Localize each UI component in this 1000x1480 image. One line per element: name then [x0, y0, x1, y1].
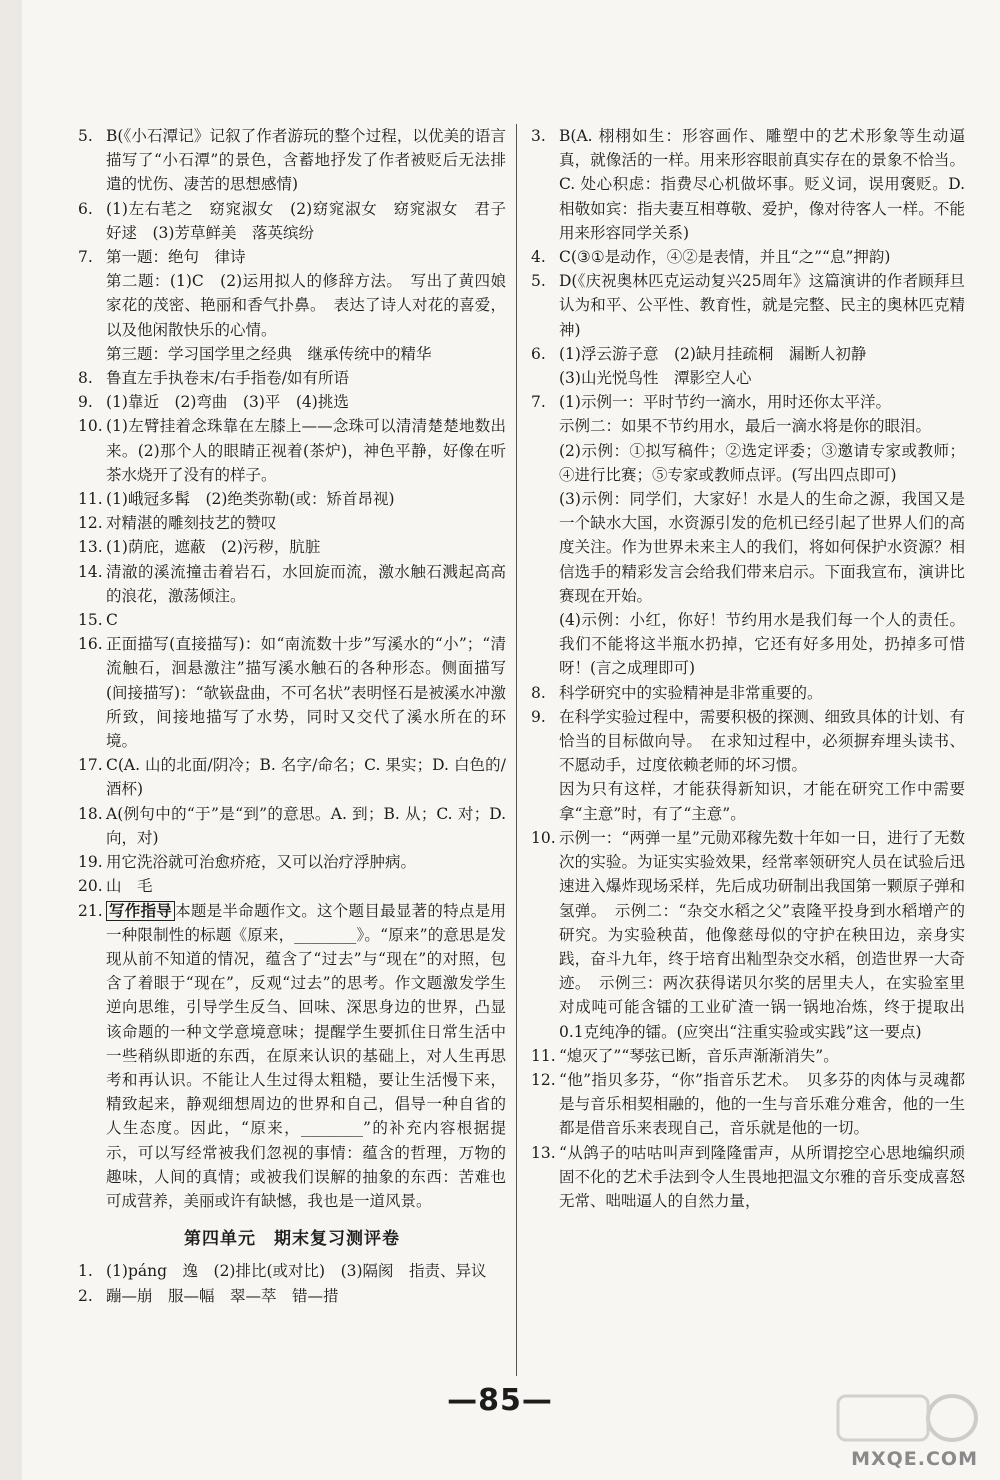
answer-number: 12.: [531, 1070, 556, 1089]
answer-number: 7.: [531, 393, 546, 412]
answer-text: (1)páng 逸 (2)排比(或对比) (3)隔阂 指责、异议: [106, 1262, 487, 1281]
answer-number: 12.: [78, 514, 103, 533]
answer-item: [531, 1141, 965, 1214]
answer-number: 3.: [531, 127, 546, 145]
answer-subpart: 第二题：(1)C (2)运用拟人的修辞方法。 写出了黄四娘家花的茂密、艳丽和香气扑鼻。 表达了诗人对花的喜爱，以及他闲散快乐的心情。: [106, 272, 506, 339]
answer-number: 1.: [78, 1262, 93, 1281]
answer-item: [78, 1284, 506, 1308]
answer-text: D(《庆祝奥林匹克运动复兴25周年》这篇演讲的作者顾拜旦认为和平、公平性、教育性，就是完整、民主的奥林匹克精神): [559, 272, 965, 339]
answer-subpart: (3)山光悦鸟性 潭影空人心: [559, 369, 752, 388]
answer-item: [78, 390, 506, 414]
answer-number: 20.: [78, 877, 103, 896]
answer-item: [78, 487, 506, 511]
answer-text: “他”指贝多芬，“你”指音乐艺术。 贝多芬的肉体与灵魂都是与音乐相契相融的，他的一生与音乐难分难舍，他的一生都是借音乐来表现自己，音乐就是他的一切。: [559, 1070, 965, 1138]
answer-text: (1)示例一：平时节约一滴水，用时还你太平洋。: [559, 393, 891, 412]
answer-number: 7.: [78, 248, 93, 267]
answer-number: 18.: [78, 804, 103, 823]
answer-subpart: 第三题：学习国学里之经典 继承传统中的精华: [106, 344, 432, 363]
answer-item: [531, 681, 965, 705]
answer-item: [531, 826, 965, 1044]
answer-number: 10.: [531, 828, 556, 847]
answer-item: [78, 753, 506, 801]
answer-item: [78, 874, 506, 898]
answer-item: [78, 245, 506, 366]
answer-item: [531, 390, 965, 680]
answer-text: B(《小石潭记》记叙了作者游玩的整个过程，以优美的语言描写了“小石潭”的景色，含蓄地抒发了作者被贬后无法排遣的忧伤、凄苦的思想感情): [106, 127, 506, 194]
answer-text: (1)靠近 (2)弯曲 (3)平 (4)挑选: [106, 393, 349, 412]
answer-item: [78, 1259, 506, 1283]
section-title: 第四单元 期末复习测评卷: [184, 1229, 400, 1250]
answer-text: 示例一：“两弹一星”元勋邓稼先数十年如一日，进行了无数次的实验。为证实实验效果，经常率领研究人员在试验后迅速进入爆炸现场采样，先后成功研制出我国第一颗原子弹和氢弹。 示例二：“杂交水稻之父”袁隆平投身到水稻增产的研究。为实验秧苗，他像慈母似的守护在秧田边，亲身实践，奋斗九年，终于培育出籼型杂交水稻，创造世界一大奇迹。 示例三：两次获得诺贝尔奖的居里夫人，在实验室里对成吨可能含镭的工业矿渣一锅一锅地冶炼，终于提取出0.1克纯净的镭。(应突出“注重实验或实践”这一要点): [559, 828, 965, 1041]
answer-number: 16.: [78, 635, 103, 654]
answer-item: [78, 535, 506, 559]
answer-number: 17.: [78, 756, 103, 775]
answer-item: [78, 366, 506, 390]
answer-number: 5.: [78, 127, 93, 145]
answer-item: [78, 802, 506, 850]
answer-item: [531, 342, 965, 390]
answer-item: [78, 511, 506, 535]
answer-text: 正面描写(直接描写)：如“南流数十步”写溪水的“小”；“清流触石，洄悬激注”描写溪水触石的各种形态。侧面描写(间接描写)：“欹嵚盘曲，不可名状”表明怪石是被溪水冲激所致，间接地描写了水势，同时又交代了溪水所在的环境。: [106, 635, 506, 751]
answer-number: 4.: [531, 248, 546, 267]
answer-subpart: (4)示例：小红，你好！节约用水是我们每一个人的责任。我们不能将这半瓶水扔掉，它还有好多用处，扔掉多可惜呀！(言之成理即可): [559, 611, 965, 678]
answer-number: 19.: [78, 853, 103, 872]
page-number: —85—: [447, 1383, 553, 1418]
column-divider: [516, 124, 517, 1376]
writing-guide-label: 写作指导: [106, 901, 175, 921]
answer-number: 9.: [78, 393, 93, 412]
answer-text: 本题是半命题作文。这个题目最显著的特点是用一种限制性的标题《原来，________》。“原来”的意思是发现从前不知道的情况，蕴含了“过去”与“现在”的对照，包含了着眼于“现在”，反观“过去”的思考。作文题激发学生逆向思维，引导学生反刍、回味、深思身边的世界，凸显该命题的一种文学意境意味；提醒学生要抓住日常生活中一些稍纵即逝的东西，在原来认识的基础上，对人生再思考和再认识。不能让人生过得太粗糙，要让生活慢下来，精致起来，静观细想周边的世界和自己，倡导一种自省的人生态度。因此，“原来，________”的补充内容根据提示，可以写经常被我们忽视的事情：蕴含的哲理，万物的趣味，人间的真情；或被我们误解的抽象的东西：苦难也可成营养，美丽或许有缺憾，我也是一道风景。: [106, 901, 506, 1210]
answer-text: (1)左臂挂着念珠靠在左膝上——念珠可以清清楚楚地数出来。(2)那个人的眼睛正视着(茶炉)，神色平静，好像在听茶水烧开了没有的样子。: [106, 417, 506, 484]
answer-item: [78, 608, 506, 632]
answer-item: [531, 1068, 965, 1141]
answer-item: [531, 124, 965, 245]
answer-text: 清澈的溪流撞击着岩石，水回旋而流，激水触石溅起高高的浪花，激荡倾注。: [106, 562, 506, 605]
answer-text: 鲁直左手执卷末/右手指卷/如有所语: [106, 369, 349, 388]
answer-number: 6.: [78, 199, 93, 218]
answer-item: [78, 124, 506, 197]
answer-number: 11.: [78, 490, 103, 509]
answer-number: 8.: [78, 369, 93, 388]
answer-number: 6.: [531, 344, 546, 363]
answer-number: 13.: [78, 538, 103, 557]
page-edge-shadow: [0, 0, 22, 1480]
answer-number: 15.: [78, 611, 103, 630]
answer-number: 2.: [78, 1286, 93, 1305]
answer-item: [78, 899, 506, 1214]
answer-text: “熄灭了”“琴弦已断，音乐声渐渐消失”。: [559, 1046, 839, 1065]
answer-text: (1)峨冠多髯 (2)绝类弥勒(或：矫首昂视): [106, 490, 395, 509]
answer-item: [78, 414, 506, 487]
answer-number: 9.: [531, 707, 546, 726]
right-column: [531, 124, 965, 1213]
answer-text: A(例句中的“于”是“到”的意思。A. 到；B. 从；C. 对；D. 向，对): [106, 804, 506, 847]
answer-text: 第一题：绝句 律诗: [106, 248, 246, 267]
answer-text: C: [106, 611, 118, 630]
answer-item: [78, 197, 506, 245]
answer-text: C(A. 山的北面/阴冷；B. 名字/命名；C. 果实；D. 白色的/酒杯): [106, 756, 506, 799]
answer-subpart: (2)示例：①拟写稿件；②选定评委；③邀请专家或教师；④进行比赛；⑤专家或教师点评。(写出四点即可): [559, 441, 965, 484]
answer-text: 蹦—崩 服—幅 翠—萃 错—措: [106, 1286, 339, 1305]
answer-number: 5.: [531, 272, 546, 291]
answer-text: (1)浮云游子意 (2)缺月挂疏桐 漏断人初静: [559, 344, 867, 363]
answer-text: C(③①是动作，④②是表情，并且“之”“息”押韵): [559, 248, 891, 267]
answer-subpart: (3)示例：同学们，大家好！水是人的生命之源，我国又是一个缺水大国，水资源引发的危机已经引起了世界人们的高度关注。作为世界未来主人的我们，将如何保护水资源？相信选手的精彩发言会给我们带来启示。下面我宣布，演讲比赛现在开始。: [559, 490, 965, 605]
answer-item: [78, 560, 506, 608]
answer-number: 8.: [531, 683, 546, 702]
answer-text: 科学研究中的实验精神是非常重要的。: [559, 683, 823, 702]
answer-text: 用它洗浴就可治愈疥疮，又可以治疗浮肿病。: [106, 853, 417, 872]
answer-subpart: 示例二：如果不节约用水，最后一滴水将是你的眼泪。: [559, 417, 932, 436]
answer-item: [78, 850, 506, 874]
answer-text: 对精湛的雕刻技艺的赞叹: [106, 514, 277, 533]
answer-text: (1)荫庇，遮蔽 (2)污秽，肮脏: [106, 538, 321, 557]
answer-text: (1)左右芼之 窈窕淑女 (2)窈窕淑女 窈窕淑女 君子好逑 (3)芳草鲜美 落英缤纷: [106, 199, 506, 242]
answer-number: 10.: [78, 417, 103, 436]
answer-number: 11.: [531, 1046, 556, 1065]
answer-text: 在科学实验过程中，需要积极的探测、细致具体的计划、有恰当的目标做向导。 在求知过程中，必须摒弃埋头读书、不愿动手，过度依赖老师的坏习惯。: [559, 707, 965, 775]
left-column: [78, 124, 506, 1308]
answer-item: [531, 245, 965, 269]
answer-item: [531, 705, 965, 826]
answer-subpart: 因为只有这样，才能获得新知识，才能在研究工作中需要拿“主意”时，有了“主意”。: [559, 780, 965, 823]
answer-text: B(A. 栩栩如生：形容画作、雕塑中的艺术形象等生动逼真，就像活的一样。用来形容眼前真实存在的景象不恰当。C. 处心积虑：指费尽心机做坏事。贬义词，误用褒贬。D. 相敬如宾：指夫妻互相尊敬、爱护，像对待客人一样。不能用来形容同学关系): [559, 127, 965, 242]
answer-text: 山 毛: [106, 877, 153, 896]
answer-number: 21.: [78, 901, 103, 920]
answer-item: [531, 1044, 965, 1068]
watermark-url: MXQE.COM: [851, 1448, 978, 1470]
answer-number: 13.: [531, 1143, 556, 1162]
answer-number: 14.: [78, 562, 103, 581]
answer-item: [531, 269, 965, 342]
answer-text: “从鸽子的咕咕叫声到隆隆雷声，从所谓挖空心思地编织顽固不化的艺术手法到令人生畏地把温文尔雅的音乐变成喜怒无常、咄咄逼人的自然力量，: [559, 1143, 965, 1210]
answer-item: [78, 632, 506, 753]
